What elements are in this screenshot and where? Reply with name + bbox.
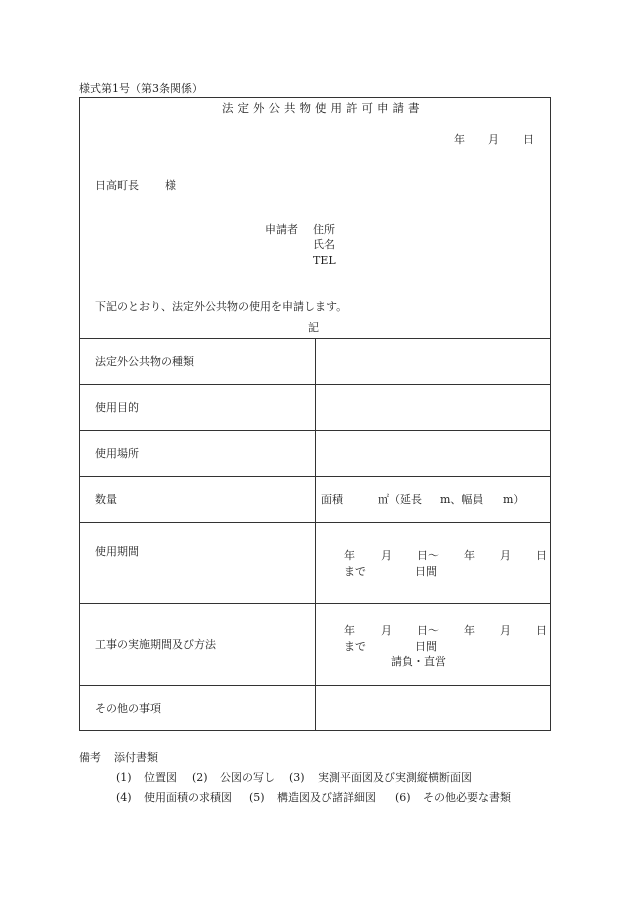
date-year-label: 年 — [454, 133, 465, 146]
notes-label: 備考 — [79, 751, 101, 764]
period-start-month: 月 — [381, 549, 392, 562]
note-item-text: 実測平面図及び実測縦横断面図 — [318, 771, 472, 784]
period-until: まで — [344, 565, 366, 578]
construction-end-day: 日 — [536, 624, 547, 637]
note-item-num: (6) — [395, 791, 411, 804]
quantity-width-unit: m） — [503, 493, 525, 506]
construction-end-month: 月 — [500, 624, 511, 637]
period-start-day: 日～ — [417, 549, 439, 562]
period-end-year: 年 — [464, 549, 475, 562]
period-end-month: 月 — [500, 549, 511, 562]
note-item-text: 使用面積の求積図 — [144, 791, 232, 804]
note-item-num: (2) — [192, 771, 208, 784]
applicant-name-label: 氏名 — [313, 238, 335, 251]
note-item-num: (1) — [116, 771, 132, 784]
form-number-label: 様式第1号（第3条関係） — [79, 82, 203, 95]
row-label-quantity: 数量 — [95, 493, 117, 506]
note-item-text: 公図の写し — [220, 771, 275, 784]
row-label-other: その他の事項 — [95, 702, 161, 715]
row-label-construction: 工事の実施期間及び方法 — [95, 638, 216, 651]
period-start-year: 年 — [344, 549, 355, 562]
note-item-text: 構造図及び諸詳細図 — [277, 791, 376, 804]
row-label-type: 法定外公共物の種類 — [95, 355, 194, 368]
period-days: 日間 — [415, 565, 437, 578]
row-label-place: 使用場所 — [95, 447, 139, 460]
row-label-purpose: 使用目的 — [95, 401, 139, 414]
quantity-area-label: 面積 — [321, 493, 343, 506]
construction-start-month: 月 — [381, 624, 392, 637]
quantity-area-unit: ㎡（延長 — [378, 493, 422, 506]
column-divider — [315, 338, 316, 731]
period-end-day: 日 — [536, 549, 547, 562]
construction-end-year: 年 — [464, 624, 475, 637]
construction-days: 日間 — [415, 640, 437, 653]
note-item-num: (4) — [116, 791, 132, 804]
ki-label: 記 — [308, 321, 319, 334]
applicant-label: 申請者 — [265, 223, 298, 236]
addressee-name: 日高町長 — [95, 179, 139, 192]
form-title: 法定外公共物使用許可申請書 — [222, 101, 424, 115]
construction-method: 請負・直営 — [391, 655, 446, 668]
applicant-address-label: 住所 — [313, 223, 335, 236]
quantity-length-unit: m、幅員 — [440, 493, 484, 506]
row-label-period: 使用期間 — [95, 545, 139, 558]
date-day-label: 日 — [523, 133, 534, 146]
intro-text: 下記のとおり、法定外公共物の使用を申請します。 — [95, 300, 348, 313]
attachments-label: 添付書類 — [114, 751, 158, 764]
construction-start-day: 日～ — [417, 624, 439, 637]
date-month-label: 月 — [488, 133, 499, 146]
note-item-text: 位置図 — [144, 771, 177, 784]
construction-start-year: 年 — [344, 624, 355, 637]
note-item-num: (3) — [289, 771, 305, 784]
construction-until: まで — [344, 640, 366, 653]
note-item-num: (5) — [249, 791, 265, 804]
note-item-text: その他必要な書類 — [423, 791, 511, 804]
applicant-tel-label: TEL — [313, 254, 336, 267]
addressee-honorific: 様 — [165, 179, 176, 192]
